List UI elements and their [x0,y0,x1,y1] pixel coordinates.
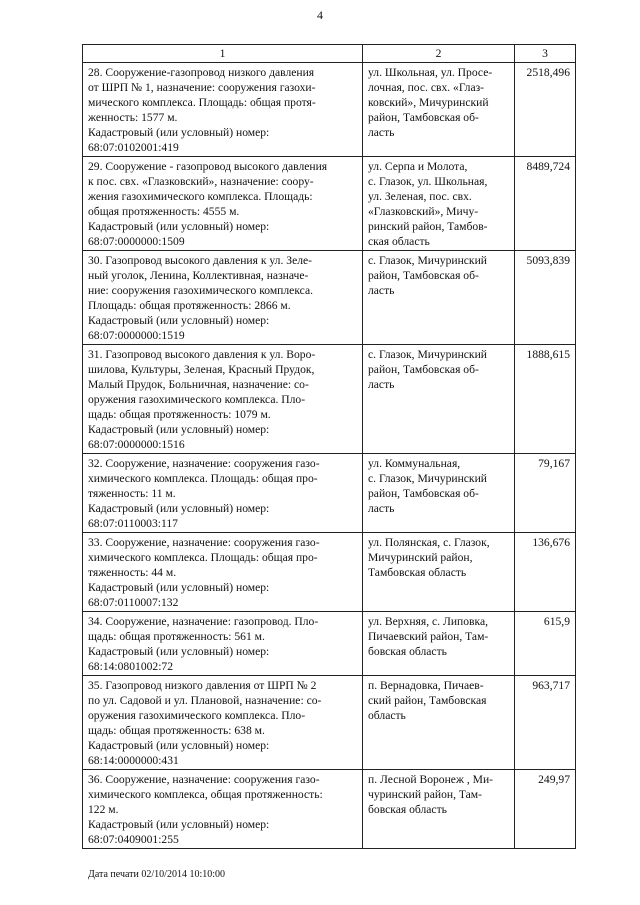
object-description: 32. Сооружение, назначение: сооружения газо- химического комплекса. Площадь: общая про- тяженность: 11 м. Кадастровый (или условный) номер: 68:07:0110003:117 [88,457,320,530]
object-description-cell [83,533,363,612]
object-description-cell [83,770,363,849]
object-description-cell [83,454,363,533]
address-cell [363,63,515,157]
table-row [83,63,576,157]
table-row [83,533,576,612]
object-address: ул. Полянская, с. Глазок, Мичуринский район, Тамбовская область [368,536,490,579]
object-description: 30. Газопровод высокого давления к ул. Зеле- ный уголок, Ленина, Коллективная, назначе- ние: сооружения газохимического комплекса. Площадь: общая протяженность: 2866 м. Кадастровый (или условный) номер: 68:07:0000000:1519 [88,254,313,342]
value-cell: 963,717 [515,676,576,770]
object-address: с. Глазок, Мичуринский район, Тамбовская об- ласть [368,348,487,391]
value-cell: 249,97 [515,770,576,849]
object-description: 34. Сооружение, назначение: газопровод. Пло- щадь: общая протяженность: 561 м. Кадастровый (или условный) номер: 68:14:0801002:72 [88,615,319,673]
address-cell [363,345,515,454]
column-header-1: 1 [83,45,363,63]
column-header-2: 2 [363,45,515,63]
property-table [82,44,576,849]
object-description-cell [83,251,363,345]
table-row [83,251,576,345]
value-cell: 8489,724 [515,157,576,251]
object-description-cell [83,345,363,454]
table-row [83,612,576,676]
object-description: 35. Газопровод низкого давления от ШРП № 2 по ул. Садовой и ул. Плановой, назначение: со- оружения газохимического комплекса. Пло- щадь: общая протяженность: 638 м. Кадастровый (или условный) номер: 68:14:0000000:431 [88,679,322,767]
object-address: ул. Школьная, ул. Просе- лочная, пос. свх. «Глаз- ковский», Мичуринский район, Тамбовская об- ласть [368,66,493,139]
object-description-cell [83,157,363,251]
value-cell: 5093,839 [515,251,576,345]
page-number: 4 [317,8,323,22]
object-address: ул. Серпа и Молота, с. Глазок, ул. Школьная, ул. Зеленая, пос. свх. «Глазковский», Мичу- ринский район, Тамбов- ская область [368,160,488,248]
object-description: 33. Сооружение, назначение: сооружения газо- химического комплекса. Площадь: общая про- тяженность: 44 м. Кадастровый (или условный) номер: 68:07:0110007:132 [88,536,320,609]
object-address: с. Глазок, Мичуринский район, Тамбовская об- ласть [368,254,487,297]
table-header-row [83,45,576,63]
address-cell [363,157,515,251]
print-date-footer: Дата печати 02/10/2014 10:10:00 [88,869,226,880]
value-cell: 79,167 [515,454,576,533]
address-cell [363,676,515,770]
table-row [83,345,576,454]
table-row [83,157,576,251]
value-cell: 2518,496 [515,63,576,157]
value-cell: 136,676 [515,533,576,612]
object-address: ул. Верхняя, с. Липовка, Пичаевский район, Там- бовская область [368,615,489,658]
object-description-cell [83,63,363,157]
object-description: 36. Сооружение, назначение: сооружения газо- химического комплекса, общая протяженность: 122 м. Кадастровый (или условный) номер: 68:07:0409001:255 [88,773,323,846]
column-header-3: 3 [515,45,576,63]
table-row [83,770,576,849]
address-cell [363,454,515,533]
table-row [83,454,576,533]
object-address: ул. Коммунальная, с. Глазок, Мичуринский район, Тамбовская об- ласть [368,457,487,515]
object-address: п. Вернадовка, Пичаев- ский район, Тамбовская область [368,679,487,722]
object-address: п. Лесной Воронеж , Ми- чуринский район, Там- бовская область [368,773,494,816]
object-description: 28. Сооружение-газопровод низкого давления от ШРП № 1, назначение: сооружения газохи- мического комплекса. Площадь: общая протя- женность: 1577 м. Кадастровый (или условный) номер: 68:07:0102001:419 [88,66,316,154]
address-cell [363,533,515,612]
value-cell: 1888,615 [515,345,576,454]
object-description-cell [83,676,363,770]
address-cell [363,770,515,849]
address-cell [363,251,515,345]
table-row [83,676,576,770]
value-cell: 615,9 [515,612,576,676]
object-description-cell [83,612,363,676]
address-cell [363,612,515,676]
object-description: 31. Газопровод высокого давления к ул. Воро- шилова, Культуры, Зеленая, Красный Прудок, Малый Прудок, Больничная, назначение: со- оружения газохимического комплекса. Пло- щадь: общая протяженность: 1079 м. Кадастровый (или условный) номер: 68:07:0000000:1516 [88,348,316,451]
object-description: 29. Сооружение - газопровод высокого давления к пос. свх. «Глазковский», назначение: соору- жения газохимического комплекса. Площадь: общая протяженность: 4555 м. Кадастровый (или условный) номер: 68:07:0000000:1509 [88,160,328,248]
